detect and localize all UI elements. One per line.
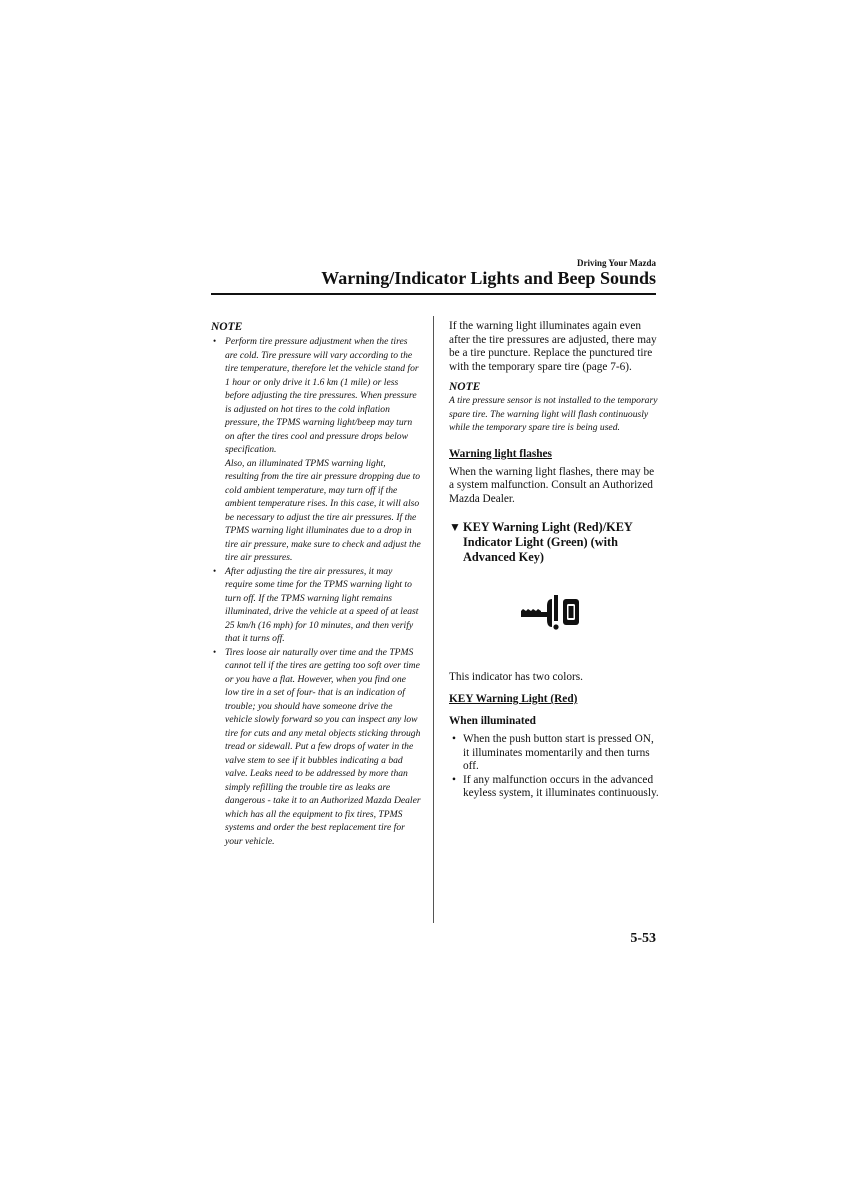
note-paragraph: Also, an illuminated TPMS warning light, resulting from the tire air pressure dropping due to cold ambient temperature, may turn off if the ambient temperature rises. In this case, it will also be necessary to adjust the tire air pressures. If the TPMS warning light illuminates due to a drop in tire air pressure, make sure to check and adjust the tire air pressures. <box>225 457 421 563</box>
triangle-marker-icon: ▼ <box>449 520 461 535</box>
when-illuminated-heading: When illuminated <box>449 714 536 727</box>
note-text: A tire pressure sensor is not installed to the temporary spare tire. The warning light will flash continuously while the temporary spare tire is being used. <box>449 395 658 434</box>
key-section-heading-text: KEY Warning Light (Red)/KEY Indicator Light (Green) (with Advanced Key) <box>463 520 633 565</box>
flashes-text: When the warning light flashes, there may be a system malfunction. Consult an Authorized Mazda Dealer. <box>449 465 655 505</box>
note-bullet <box>211 565 421 646</box>
note-paragraph: • Tires loose air naturally over time and the TPMS cannot tell if the tires are getting too soft over time or you have a flat. However, when you find one low tire in a set of four- that is an indication of trouble; you should have someone drive the vehicle slowly forward so you can inspect any low tire for cuts and any metal objects sticking through tread or sidewall. Put a few drops of water in the valve stem to see if it bubbles indicating a bad valve. Leaks need to be addressed by more than simply refilling the trouble tire as leaks are dangerous - take it to an Authorized Mazda Dealer which has all the equipment to fix tires, TPMS systems and order the best replacement tire for your vehicle. <box>225 646 421 847</box>
intro-text: If the warning light illuminates again even after the tire pressures are adjusted, there may be a tire puncture. Replace the punctured tire with the temporary spare tire (page 7-6). <box>449 320 657 373</box>
right-column <box>449 320 661 801</box>
column-divider <box>433 316 434 923</box>
key-icon-wrap <box>449 593 661 649</box>
note-paragraph: • After adjusting the tire air pressures, it may require some time for the TPMS warning light to turn off. If the TPMS warning light remains illuminated, drive the vehicle at a speed of at least 25 km/h (16 mph) for 10 minutes, and then verify that it turns off. <box>225 565 419 644</box>
list-item: • When the push button start is pressed ON, it illuminates momentarily and then turns off. <box>449 733 661 774</box>
left-column <box>211 320 421 848</box>
key-section-heading <box>449 520 661 565</box>
title-rule <box>211 293 656 295</box>
note-heading: NOTE <box>211 321 243 333</box>
note-bullet <box>211 646 421 849</box>
key-warning-icon <box>519 593 585 637</box>
page-title: Warning/Indicator Lights and Beep Sounds <box>321 268 656 288</box>
list-item: • If any malfunction occurs in the advanced keyless system, it illuminates continuously. <box>449 774 661 801</box>
flashes-heading: Warning light flashes <box>449 447 552 460</box>
note-list <box>211 335 421 848</box>
two-colors-text: This indicator has two colors. <box>449 671 583 684</box>
illuminated-list <box>449 733 661 801</box>
note-bullet <box>211 335 421 565</box>
note-paragraph: • Perform tire pressure adjustment when the tires are cold. Tire pressure will vary according to the tire temperature, therefore let the vehicle stand for 1 hour or only drive it 1.6 km (1 mile) or less before adjusting the tire pressures. When pressure is adjusted on hot tires to the cold inflation pressure, the TPMS warning light/beep may turn on after the tires cool and pressure drops below specification. <box>225 336 419 455</box>
red-light-heading: KEY Warning Light (Red) <box>449 692 578 705</box>
note-heading: NOTE <box>449 381 481 394</box>
page-number: 5-53 <box>630 931 656 946</box>
section-label: Driving Your Mazda <box>576 258 656 268</box>
